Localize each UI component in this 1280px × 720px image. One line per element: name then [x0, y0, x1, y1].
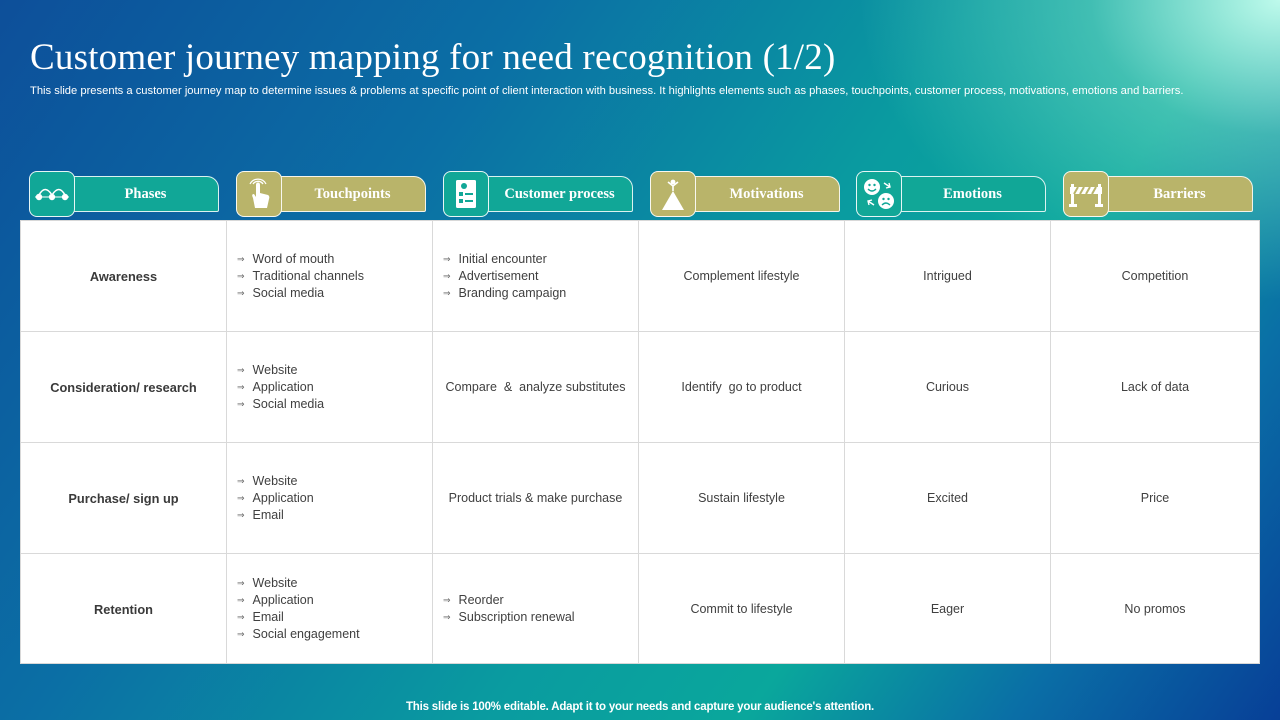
barrier-cell: No promos: [1124, 602, 1186, 616]
emotion-cell: Curious: [845, 332, 1051, 442]
list-item: ⇒ Word of mouth: [237, 251, 364, 268]
list-item: ⇒ Subscription renewal: [443, 609, 575, 626]
barrier-icon: [1063, 171, 1109, 217]
table-row: [21, 221, 1259, 332]
list-item: ⇒ Branding campaign: [443, 285, 566, 302]
motivation-cell: Commit to lifestyle: [639, 554, 845, 664]
header-label: Phases: [124, 186, 167, 202]
list-item: ⇒ Email: [237, 507, 314, 524]
table-row: [21, 554, 1259, 665]
process-cell: [433, 221, 639, 331]
header-label: Motivations: [729, 186, 804, 202]
list-item: ⇒ Social media: [237, 396, 324, 413]
person-on-peak-icon: [650, 171, 696, 217]
footer-note: This slide is 100% editable. Adapt it to your needs and capture your audience's attention.: [405, 701, 875, 713]
list-item: ⇒ Initial encounter: [443, 251, 566, 268]
list-item: ⇒ Reorder: [443, 592, 575, 609]
column-headers: [20, 170, 1260, 220]
header-phases: [36, 176, 219, 212]
list-item: ⇒ Application: [237, 592, 360, 609]
list-item: ⇒ Website: [237, 362, 324, 379]
list-item: ⇒ Social media: [237, 285, 364, 302]
connected-circles-icon: [29, 171, 75, 217]
emotion-cell: Eager: [845, 554, 1051, 664]
phase-cell: Consideration/ research: [21, 332, 227, 442]
header-motivations: [657, 176, 840, 212]
list-item: ⇒ Traditional channels: [237, 268, 364, 285]
emoji-faces-icon: [856, 171, 902, 217]
journey-table: [20, 220, 1260, 664]
list-item: ⇒ Social engagement: [237, 626, 360, 643]
header-customer-process: [450, 176, 633, 212]
touchpoints-cell: [227, 221, 433, 331]
emotion-cell: Excited: [845, 443, 1051, 553]
header-barriers: [1070, 176, 1253, 212]
touch-hand-icon: [236, 171, 282, 217]
list-item: ⇒ Email: [237, 609, 360, 626]
barrier-cell: Lack of data: [1120, 380, 1190, 394]
touchpoints-cell: [227, 554, 433, 664]
list-item: ⇒ Advertisement: [443, 268, 566, 285]
emotion-cell: Intrigued: [845, 221, 1051, 331]
header-label: Emotions: [943, 186, 1002, 202]
list-item: ⇒ Application: [237, 490, 314, 507]
list-item: ⇒ Application: [237, 379, 324, 396]
page-title: Customer journey mapping for need recognition (1/2): [30, 37, 836, 78]
motivation-cell: Identify go to product: [639, 332, 845, 442]
list-item: ⇒ Website: [237, 575, 360, 592]
header-emotions: [863, 176, 1046, 212]
table-row: [21, 443, 1259, 554]
process-cell: Compare & analyze substitutes: [433, 332, 639, 442]
barrier-cell: Competition: [1121, 269, 1189, 283]
phase-cell: Retention: [21, 554, 227, 664]
document-checklist-icon: [443, 171, 489, 217]
header-label: Barriers: [1153, 186, 1206, 202]
page-subtitle: This slide presents a customer journey map to determine issues & problems at specific point of client interaction with business. It highlights elements such as phases, touchpoints, customer process, motivations, emotions and barriers.: [30, 85, 1184, 97]
process-cell: [433, 554, 639, 664]
touchpoints-cell: [227, 332, 433, 442]
header-label: Customer process: [504, 186, 615, 202]
header-label: Touchpoints: [314, 186, 391, 202]
motivation-cell: Sustain lifestyle: [639, 443, 845, 553]
barrier-cell: Price: [1140, 491, 1170, 505]
phase-cell: Purchase/ sign up: [21, 443, 227, 553]
list-item: ⇒ Website: [237, 473, 314, 490]
table-row: [21, 332, 1259, 443]
header-touchpoints: [243, 176, 426, 212]
phase-cell: Awareness: [21, 221, 227, 331]
touchpoints-cell: [227, 443, 433, 553]
process-cell: Product trials & make purchase: [433, 443, 639, 553]
motivation-cell: Complement lifestyle: [639, 221, 845, 331]
